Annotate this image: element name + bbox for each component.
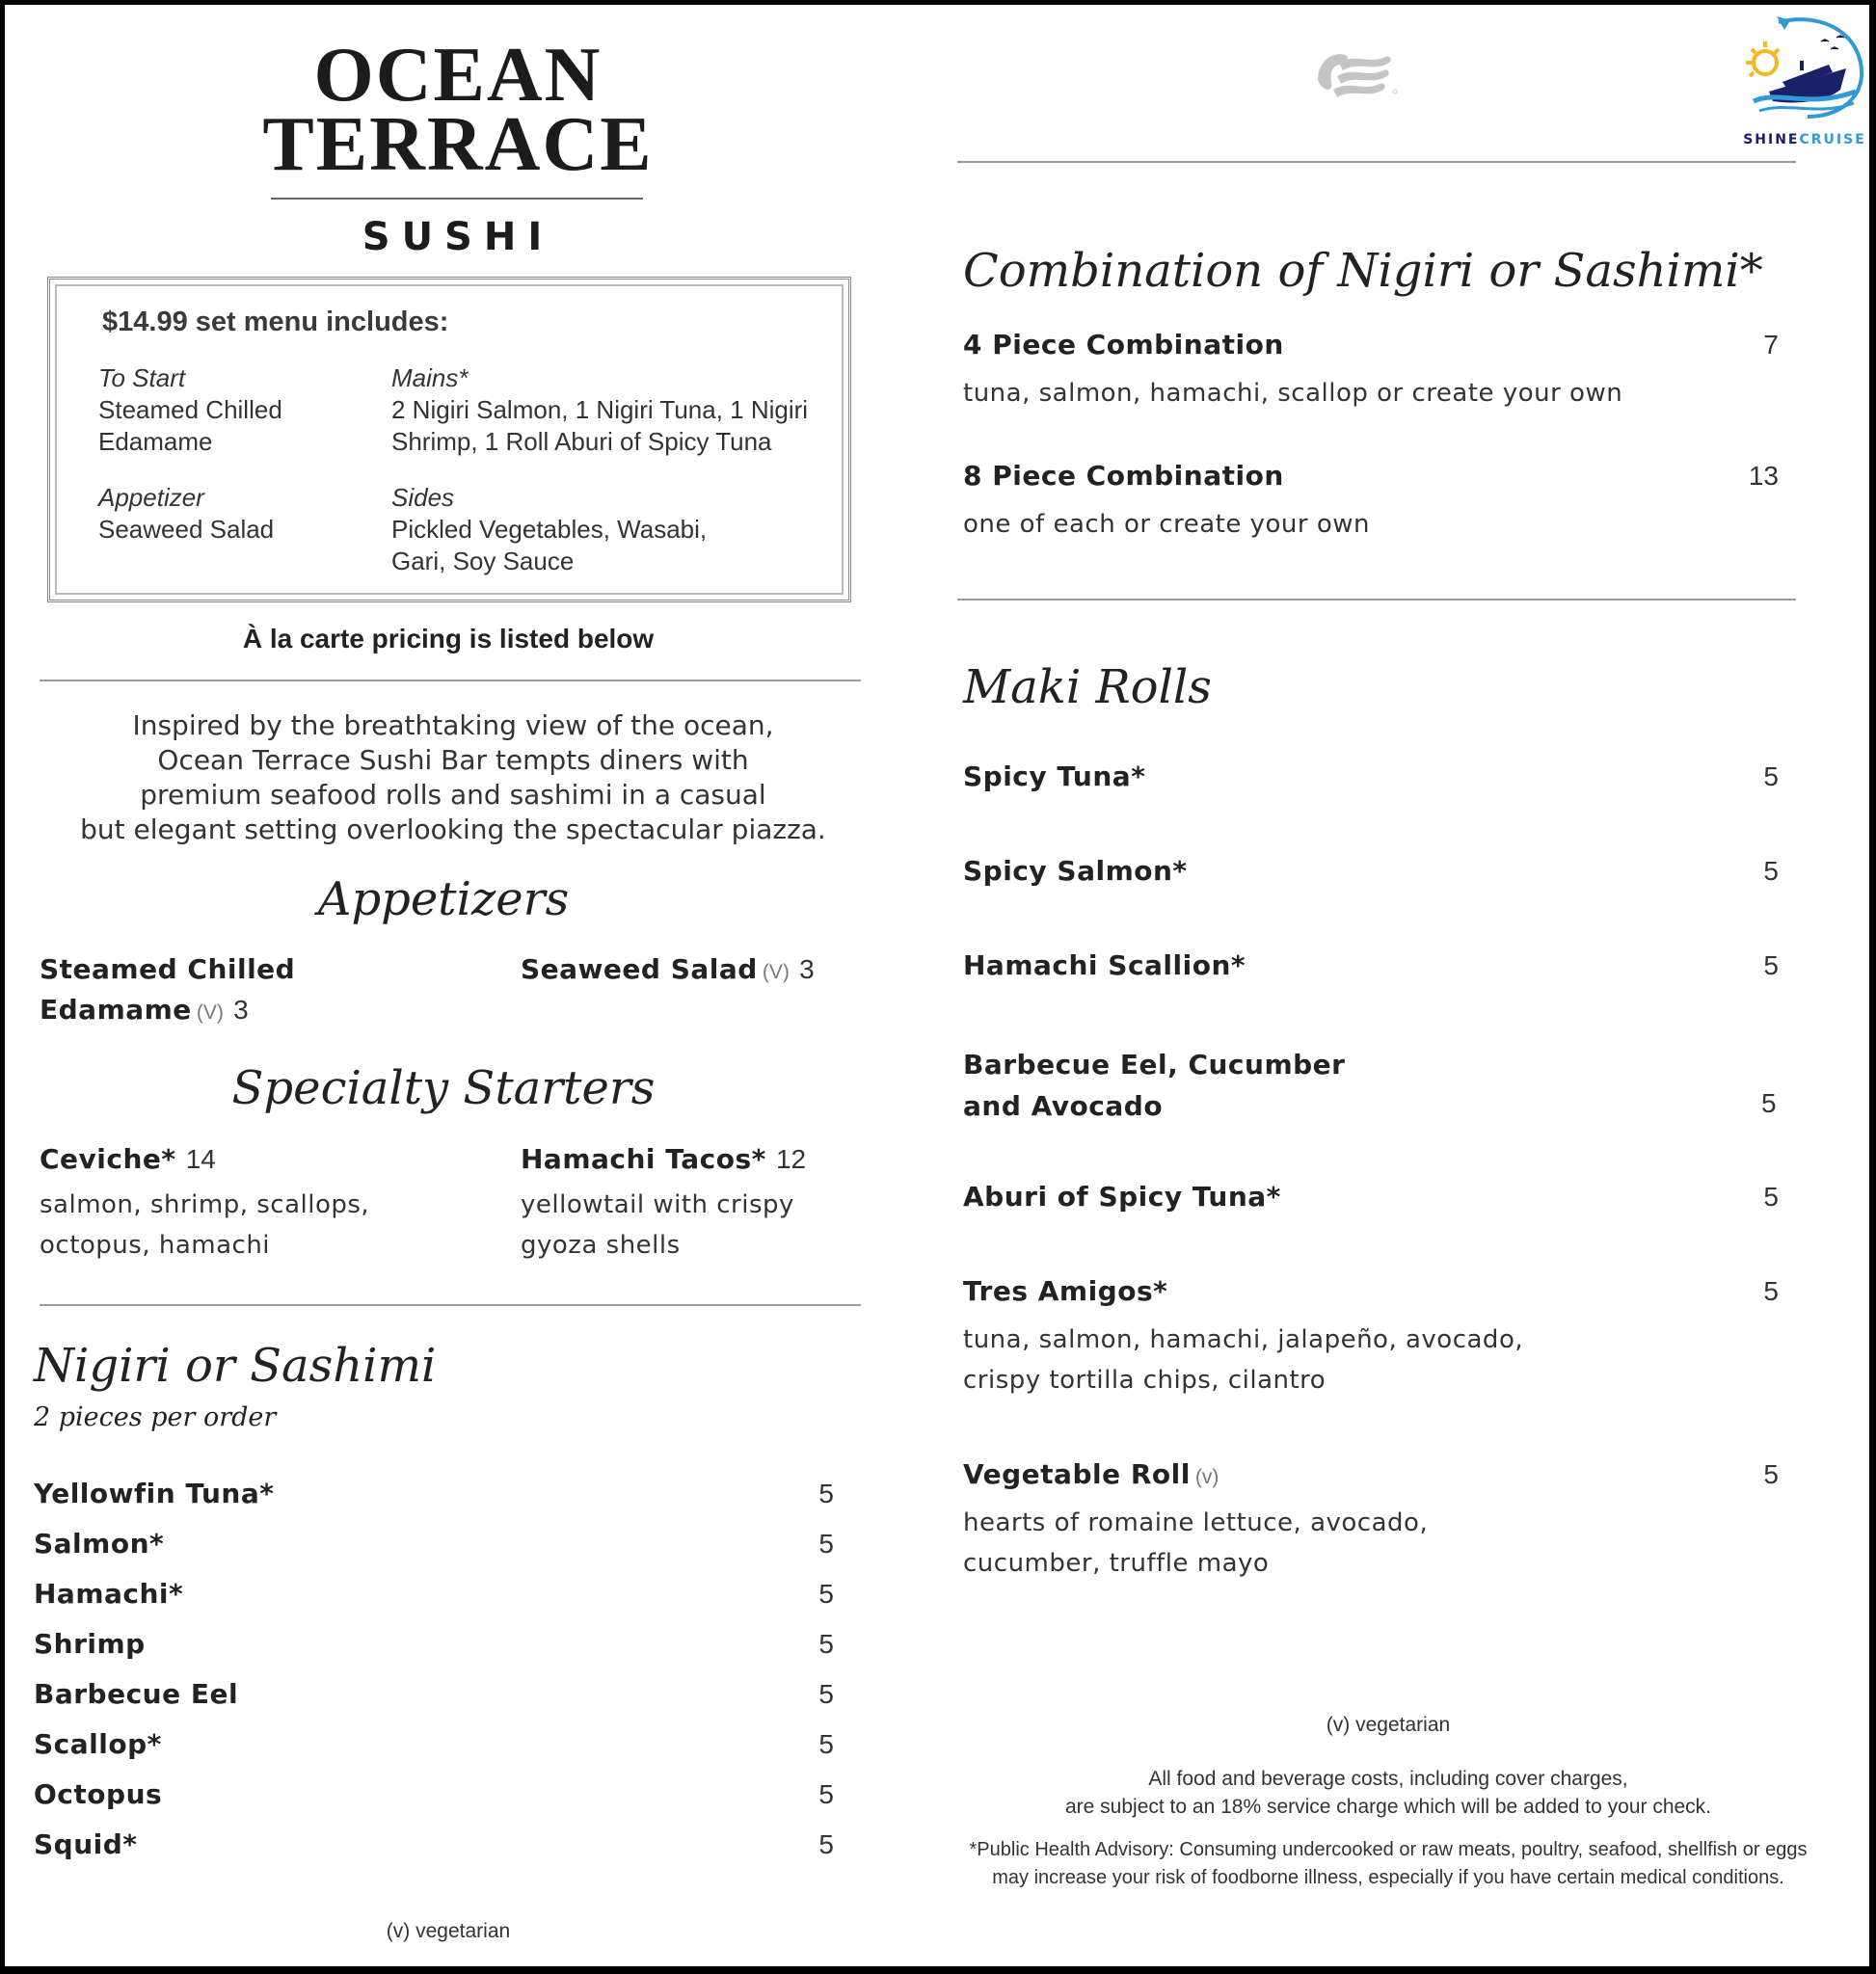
logo-subtitle: SUSHI — [362, 215, 554, 259]
shine-cruise-logo — [1740, 9, 1869, 153]
item-name: Spicy Tuna* — [963, 760, 1146, 792]
appetizer-item-edamame — [40, 949, 295, 1034]
appetizers-title: Appetizers — [317, 872, 570, 926]
item-price: 5 — [1763, 856, 1779, 886]
combination-item — [963, 460, 1779, 492]
nigiri-item — [34, 1678, 834, 1710]
mains-heading: Mains* — [391, 363, 469, 392]
item-description: gyoza shells — [521, 1231, 681, 1260]
combination-title: Combination of Nigiri or Sashimi* — [963, 244, 1763, 298]
sides-line: Gari, Soy Sauce — [391, 547, 575, 575]
item-name: Vegetable Roll — [963, 1458, 1191, 1490]
item-name: 4 Piece Combination — [963, 329, 1284, 360]
item-price: 5 — [818, 1529, 834, 1559]
nigiri-item — [34, 1628, 834, 1660]
shine-word: SHINE — [1743, 132, 1800, 147]
maki-title: Maki Rolls — [963, 660, 1212, 714]
vegetarian-footnote: (v) vegetarian — [386, 1920, 511, 1942]
item-price: 12 — [775, 1144, 807, 1174]
logo-divider — [271, 198, 643, 200]
set-menu-sides — [391, 482, 707, 577]
service-charge-line: All food and beverage costs, including cover charges, — [1148, 1768, 1628, 1790]
princess-wave-logo-icon — [1312, 43, 1408, 101]
maki-item-description — [963, 1320, 1523, 1400]
divider — [40, 680, 861, 681]
item-description: tuna, salmon, hamachi, jalapeño, avocado, — [963, 1325, 1524, 1354]
item-name: Shrimp — [34, 1628, 146, 1660]
cruise-ship-icon — [1740, 9, 1869, 122]
item-name: Ceviche* — [40, 1143, 176, 1175]
item-name: Spicy Salmon* — [963, 855, 1188, 887]
item-name: Tres Amigos* — [963, 1275, 1168, 1307]
vegetarian-badge: (v) — [1194, 1466, 1219, 1488]
item-price: 5 — [818, 1829, 834, 1859]
appetizer-item-seaweed — [521, 949, 815, 994]
item-name: 8 Piece Combination — [963, 460, 1284, 492]
item-price: 5 — [1763, 1182, 1779, 1212]
intro-line: but elegant setting overlooking the spectacular piazza. — [80, 814, 826, 845]
set-menu-to-start — [98, 362, 282, 458]
set-menu-appetizer — [98, 482, 274, 546]
a-la-carte-note: À la carte pricing is listed below — [242, 624, 655, 654]
item-name: Yellowfin Tuna* — [34, 1478, 275, 1509]
sides-heading: Sides — [391, 483, 455, 512]
item-price: 5 — [818, 1779, 834, 1809]
item-name: Aburi of Spicy Tuna* — [963, 1181, 1281, 1213]
nigiri-item — [34, 1728, 834, 1760]
item-name: Hamachi Tacos* — [521, 1143, 766, 1175]
item-price: 5 — [1763, 1276, 1779, 1306]
item-price: 5 — [818, 1579, 834, 1609]
item-description: cucumber, truffle mayo — [963, 1549, 1270, 1578]
item-price: 3 — [799, 954, 815, 984]
item-name: Steamed Chilled — [40, 953, 296, 985]
item-name: Edamame — [40, 994, 192, 1026]
cruise-word: CRUISE — [1799, 132, 1866, 147]
intro-line: Ocean Terrace Sushi Bar tempts diners with — [157, 744, 749, 776]
maki-item — [963, 1044, 1345, 1127]
nigiri-item — [34, 1578, 834, 1610]
item-name: Scallop* — [34, 1728, 162, 1760]
to-start-line: Edamame — [98, 427, 213, 456]
maki-item — [963, 1181, 1779, 1213]
item-name: Squid* — [34, 1828, 138, 1860]
item-price: 14 — [185, 1144, 216, 1174]
maki-item — [963, 760, 1779, 792]
item-price: 5 — [818, 1679, 834, 1709]
item-name: Octopus — [34, 1778, 163, 1810]
nigiri-item — [34, 1528, 834, 1560]
maki-item — [963, 1275, 1779, 1307]
intro-text — [24, 708, 882, 847]
nigiri-item — [34, 1478, 834, 1509]
nigiri-title: Nigiri or Sashimi — [34, 1339, 437, 1393]
item-description: crispy tortilla chips, cilantro — [963, 1366, 1327, 1395]
intro-line: premium seafood rolls and sashimi in a casual — [140, 779, 766, 811]
advisory-line: may increase your risk of foodborne illness, especially if you have certain medical conditions. — [992, 1867, 1784, 1888]
divider — [957, 599, 1796, 600]
divider — [957, 161, 1796, 163]
combination-item — [963, 329, 1779, 360]
maki-item — [963, 1458, 1779, 1490]
item-price: 7 — [1763, 330, 1779, 360]
maki-item — [963, 855, 1779, 887]
item-price: 3 — [233, 995, 249, 1025]
item-description: hearts of romaine lettuce, avocado, — [963, 1508, 1429, 1537]
starter-item-hamachi-tacos — [521, 1138, 806, 1266]
item-price: 13 — [1748, 461, 1779, 491]
item-description: yellowtail with crispy — [521, 1190, 794, 1219]
appetizer-line: Seaweed Salad — [98, 515, 275, 544]
item-name: Barbecue Eel, Cucumber — [963, 1049, 1346, 1080]
set-menu-mains — [391, 362, 808, 458]
item-name: Hamachi Scallion* — [963, 949, 1246, 981]
divider — [40, 1304, 861, 1306]
intro-line: Inspired by the breathtaking view of the ocean, — [132, 709, 774, 741]
specialty-starters-title: Specialty Starters — [231, 1061, 656, 1115]
vegetarian-footnote: (v) vegetarian — [1326, 1714, 1451, 1736]
item-price: 5 — [1761, 1088, 1777, 1118]
item-name: Seaweed Salad — [521, 953, 758, 985]
mains-line: 2 Nigiri Salmon, 1 Nigiri Tuna, 1 Nigiri — [391, 395, 809, 424]
menu-page — [5, 5, 1869, 1966]
logo-terrace: TERRACE — [262, 102, 654, 187]
sides-line: Pickled Vegetables, Wasabi, — [391, 515, 708, 544]
item-description: salmon, shrimp, scallops, — [40, 1190, 370, 1219]
maki-item-description — [963, 1503, 1428, 1584]
to-start-heading: To Start — [98, 363, 186, 392]
set-menu-box — [47, 277, 851, 602]
item-price: 5 — [818, 1729, 834, 1759]
logo-ocean: OCEAN — [313, 33, 603, 118]
vegetarian-badge: (V) — [196, 1001, 224, 1024]
set-menu-title: $14.99 set menu includes: — [102, 307, 449, 337]
item-price: 5 — [1763, 1459, 1779, 1489]
nigiri-subtitle: 2 pieces per order — [34, 1402, 277, 1432]
starter-item-ceviche — [40, 1138, 369, 1266]
item-price: 5 — [1763, 950, 1779, 980]
item-price: 5 — [818, 1479, 834, 1508]
maki-item — [963, 949, 1779, 981]
item-description: tuna, salmon, hamachi, scallop or create your own — [963, 379, 1623, 408]
item-name: and Avocado — [963, 1090, 1164, 1122]
service-charge-note — [911, 1765, 1865, 1821]
item-name: Barbecue Eel — [34, 1678, 239, 1710]
health-advisory — [911, 1836, 1865, 1892]
item-description: octopus, hamachi — [40, 1231, 271, 1260]
appetizer-heading: Appetizer — [98, 483, 204, 512]
advisory-line: *Public Health Advisory: Consuming undercooked or raw meats, poultry, seafood, shellfish or eggs — [969, 1839, 1808, 1860]
vegetarian-badge: (V) — [762, 961, 790, 983]
item-description: one of each or create your own — [963, 510, 1370, 539]
service-charge-line: are subject to an 18% service charge which will be added to your check. — [1064, 1796, 1712, 1818]
nigiri-item — [34, 1778, 834, 1810]
nigiri-item — [34, 1828, 834, 1860]
to-start-line: Steamed Chilled — [98, 395, 282, 424]
item-price: 5 — [818, 1629, 834, 1659]
item-name: Salmon* — [34, 1528, 165, 1560]
item-price: 5 — [1763, 761, 1779, 791]
item-name: Hamachi* — [34, 1578, 184, 1610]
mains-line: Shrimp, 1 Roll Aburi of Spicy Tuna — [391, 427, 772, 456]
